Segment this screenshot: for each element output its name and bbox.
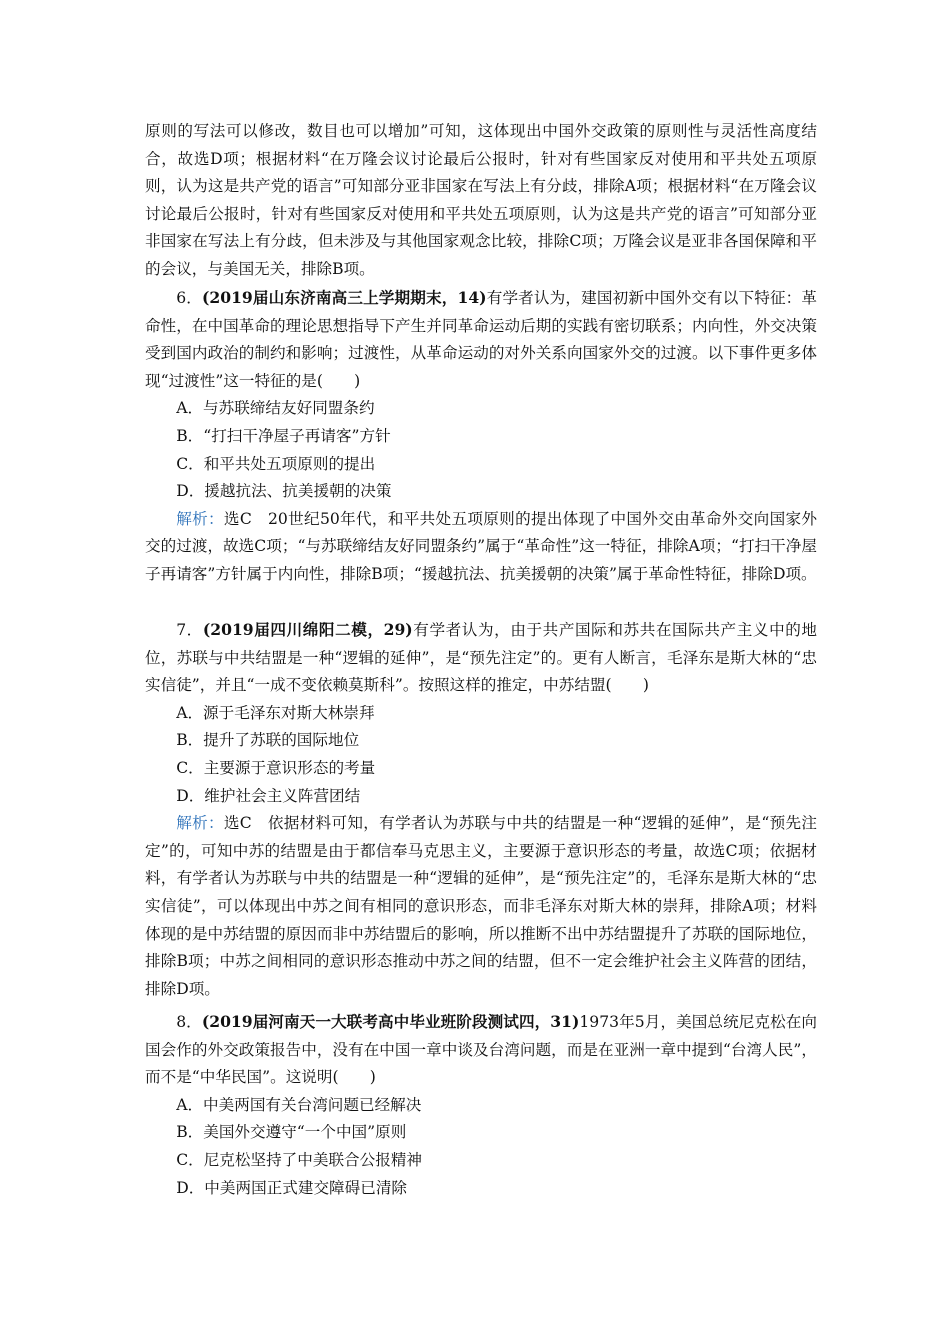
question-8-stem	[145, 1008, 817, 1092]
question-6-analysis-text: 选C 20世纪50年代，和平共处五项原则的提出体现了中国外交由革命外交向国家外交的过渡，故选C项；“与苏联缔结友好同盟条约”属于“革命性”这一特征，排除A项；“打扫干净屋子再请客”方针属于内向性，排除B项；“援越抗法、抗美援朝的决策”属于革命性特征，排除D项。	[145, 509, 817, 583]
question-6-option-d: D．援越抗法、抗美援朝的决策	[176, 482, 392, 501]
question-6-number: 6．	[176, 289, 202, 307]
question-8-option-b: B．美国外交遵守“一个中国”原则	[176, 1123, 407, 1142]
question-8-option-d: D．中美两国正式建交障碍已清除	[176, 1178, 408, 1197]
question-6-stem	[145, 284, 817, 395]
question-7-option-d: D．维护社会主义阵营团结	[176, 786, 361, 805]
question-6-source: (2019届山东济南高三上学期期末，14)	[202, 288, 487, 307]
question-7-source: (2019届四川绵阳二模，29)	[202, 620, 413, 639]
question-8-stem-text: 1973年5月，美国总统尼克松在向国会作的外交政策报告中，没有在中国一章中谈及台湾问题，而是在亚洲一章中提到“台湾人民”，而不是“中华民国”。这说明( )	[145, 1013, 818, 1087]
question-7-analysis	[145, 810, 817, 1003]
question-6-analysis	[145, 506, 817, 589]
question-6-option-c: C．和平共处五项原则的提出	[176, 454, 376, 473]
q5-analysis-continuation	[145, 118, 817, 284]
question-7	[145, 616, 817, 1003]
question-6-option-a: A．与苏联缔结友好同盟条约	[176, 399, 375, 418]
question-8-source: (2019届河南天一大联考高中毕业班阶段测试四，31)	[201, 1012, 580, 1031]
question-7-option-b: B．提升了苏联的国际地位	[176, 731, 360, 750]
question-7-number: 7．	[176, 621, 203, 639]
question-7-stem	[145, 616, 817, 700]
question-6-stem-text: 有学者认为，建国初新中国外交有以下特征：革命性，在中国革命的理论思想指导下产生并同革命运动后期的实践有密切联系；内向性，外交决策受到国内政治的制约和影响；过渡性，从革命运动的对外关系向国家外交的过渡。以下事件更多体现“过渡性”这一特征的是( )	[145, 289, 818, 390]
question-6-option-b: B．“打扫干净屋子再请客”方针	[176, 426, 391, 445]
question-6-analysis-label: 解析：	[176, 509, 224, 528]
question-7-stem-text: 有学者认为，由于共产国际和苏共在国际共产主义中的地位，苏联与中共结盟是一种“逻辑的延伸”，是“预先注定”的。更有人断言，毛泽东是斯大林的“忠实信徒”，并且“一成不变依赖莫斯科”。按照这样的推定，中苏结盟( )	[145, 621, 818, 695]
q5-analysis-text: 原则的写法可以修改，数目也可以增加”可知，这体现出中国外交政策的原则性与灵活性高度结合，故选D项；根据材料“在万隆会议讨论最后公报时，针对有些国家反对使用和平共处五项原则，认为这是共产党的语言”可知部分亚非国家在写法上有分歧，排除A项；根据材料“在万隆会议讨论最后公报时，针对有些国家反对使用和平共处五项原则，认为这是共产党的语言”可知部分亚非国家在写法上有分歧，但未涉及与其他国家观念比较，排除C项；万隆会议是亚非各国保障和平的会议，与美国无关，排除B项。	[145, 122, 817, 278]
question-7-option-a: A．源于毛泽东对斯大林崇拜	[176, 703, 375, 722]
question-7-option-c: C．主要源于意识形态的考量	[176, 758, 376, 777]
question-6	[145, 284, 817, 589]
question-7-analysis-text: 选C 依据材料可知，有学者认为苏联与中共的结盟是一种“逻辑的延伸”，是“预先注定”的，可知中苏的结盟是由于都信奉马克思主义，主要源于意识形态的考量，故选C项；依据材料，有学者认为苏联与中共的结盟是一种“逻辑的延伸”，是“预先注定”的，毛泽东是斯大林的“忠实信徒”，可以体现出中苏之间有相同的意识形态，而非毛泽东对斯大林的崇拜，排除A项；材料体现的是中苏结盟的原因而非中苏结盟后的影响，所以推断不出中苏结盟提升了苏联的国际地位，排除B项；中苏之间相同的意识形态推动中苏之间的结盟，但不一定会维护社会主义阵营的团结，排除D项。	[145, 814, 817, 998]
question-8	[145, 1008, 817, 1202]
question-8-number: 8．	[176, 1013, 202, 1031]
question-7-analysis-label: 解析：	[176, 814, 224, 833]
question-8-option-c: C．尼克松坚持了中美联合公报精神	[176, 1150, 423, 1169]
question-8-option-a: A．中美两国有关台湾问题已经解决	[176, 1095, 422, 1114]
